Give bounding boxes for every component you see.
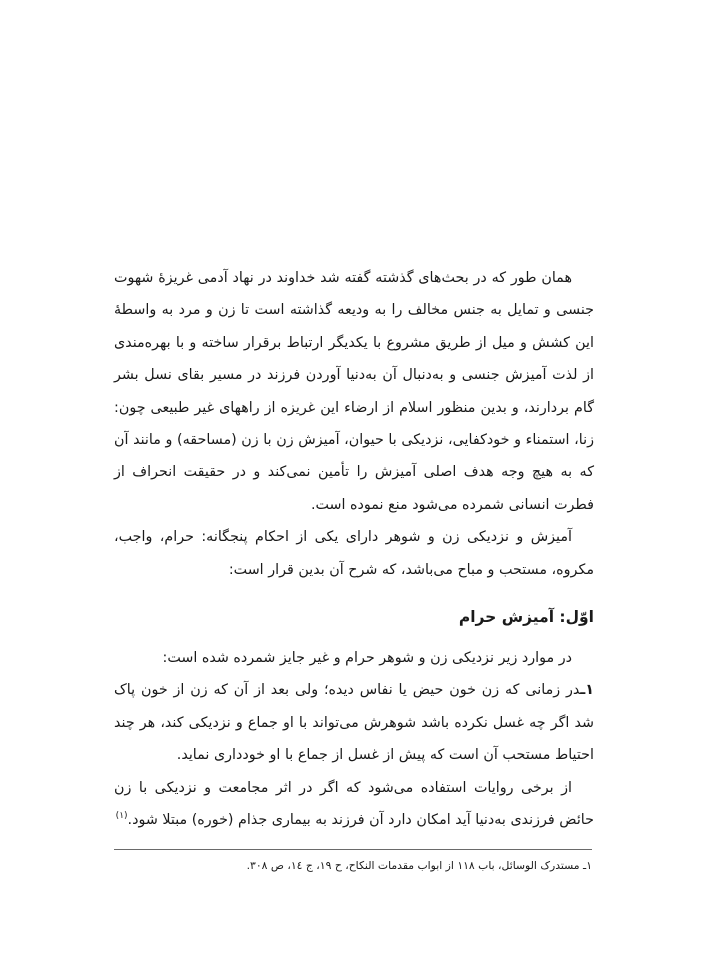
- narration-paragraph: [114, 772, 594, 837]
- item-text: در زمانی که زن خون حیض یا نفاس دیده؛ ولی بعد از آن که زن از خون پاک شد اگر چه غسل نکرده باشد شوهرش می‌تواند با او جماع و نزدیکی کند، هر چند احتیاط مستحب آن است که پیش از غسل از جماع با او خودداری نماید.: [114, 682, 594, 764]
- narration-text: از برخی روایات استفاده می‌شود که اگر در اثر مجامعت و نزدیکی با زن حائض فرزندی به‌دنیا آید امکان دارد آن فرزند به بیماری جذام (خوره) مبتلا شود.: [114, 779, 594, 829]
- footnote-separator: [114, 849, 592, 850]
- section-title: اوّل: آمیزش حرام: [458, 608, 594, 627]
- footnote: ۱ـ مستدرک الوسائل، باب ۱۱۸ از ابواب مقدمات النکاح، ح ۱۹، ج ۱٤، ص ۳۰۸.: [246, 859, 592, 872]
- intro-paragraph-1: همان طور که در بحث‌های گذشته گفته شد خداوند در نهاد آدمی غریزهٔ شهوت جنسی و تمایل به جنس مخالف را به ودیعه گذاشته است تا زن و مرد به واسطهٔ این کشش و میل از طریق مشروع با یکدیگر ارتباط برقرار ساخته و با بهره‌مندی از لذت آمیزش جنسی و به‌دنبال آن به‌دنیا آوردن فرزند در مسیر بقای نسل بشر گام بردارند، و بدین منظور اسلام از ارضاء این غریزه از راههای غیر طبیعی چون: زنا، استمناء و خودکفایی، نزدیکی با حیوان، آمیزش زن با زن (مساحقه) و مانند آن که به هیچ وجه هدف اصلی آمیزش را تأمین نمی‌کند و در حقیقت انحراف از فطرت انسانی شمرده می‌شود منع نموده است.: [114, 270, 594, 513]
- item-number: ۱ـ: [580, 682, 594, 699]
- footnote-reference[interactable]: (۱): [115, 811, 128, 822]
- section-lead: در موارد زیر نزدیکی زن و شوهر حرام و غیر جایز شمرده شده است:: [162, 650, 572, 667]
- intro-paragraph-2: آمیزش و نزدیکی زن و شوهر دارای یکی از احکام پنجگانه: حرام، واجب، مکروه، مستحب و مباح می‌باشد، که شرح آن بدین قرار است:: [114, 529, 594, 578]
- page-body: [114, 262, 594, 837]
- list-item: [114, 674, 594, 771]
